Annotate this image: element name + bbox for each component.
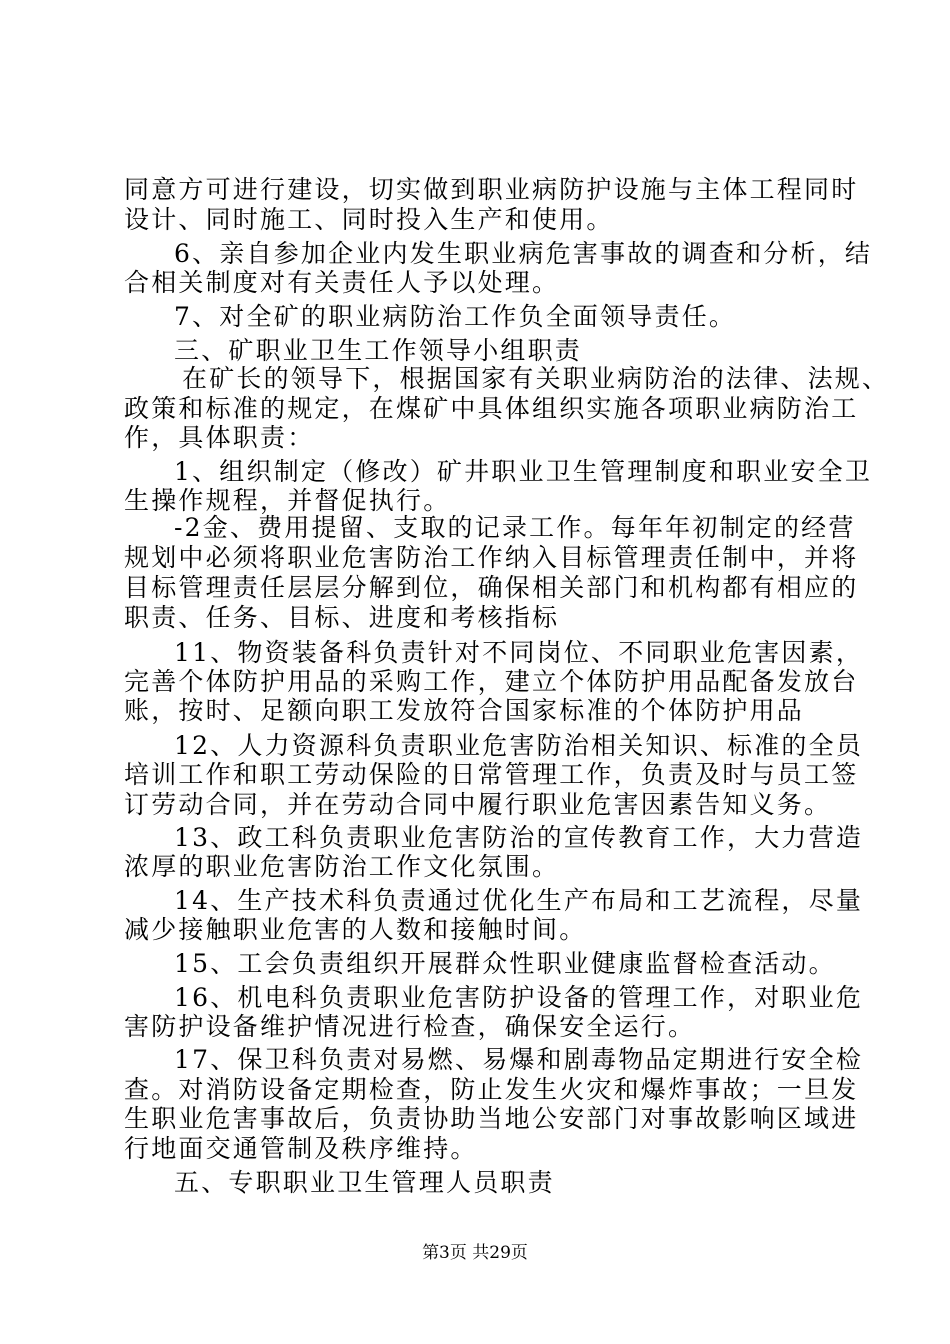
- section-heading: 三、矿职业卫生工作领导小组职责: [174, 336, 583, 365]
- text-line: 16、机电科负责职业危害防护设备的管理工作，对职业危: [174, 983, 864, 1012]
- section-heading: 五、专职职业卫生管理人员职责: [174, 1168, 555, 1197]
- text-line: 培训工作和职工劳动保险的日常管理工作，负责及时与员工签: [124, 760, 859, 789]
- text-line: 害防护设备维护情况进行检查，确保安全运行。: [124, 1012, 696, 1041]
- text-line: 设计、同时施工、同时投入生产和使用。: [124, 205, 614, 234]
- text-line: 目标管理责任层层分解到位，确保相关部门和机构都有相应的: [124, 573, 859, 602]
- text-line: 生职业危害事故后，负责协助当地公安部门对事故影响区域进: [124, 1104, 859, 1133]
- text-line: 行地面交通管制及秩序维持。: [124, 1134, 478, 1163]
- text-line: 同意方可进行建设，切实做到职业病防护设施与主体工程同时: [124, 175, 859, 204]
- text-line: 12、人力资源科负责职业危害防治相关知识、标准的全员: [174, 731, 864, 760]
- text-line: 生操作规程，并督促执行。: [124, 486, 451, 515]
- text-line: 作，具体职责：: [124, 423, 315, 452]
- text-line: 浓厚的职业危害防治工作文化氛围。: [124, 852, 560, 881]
- text-line: 11、物资装备科负责针对不同岗位、不同职业危害因素，: [174, 638, 864, 667]
- text-line: 17、保卫科负责对易燃、易爆和剧毒物品定期进行安全检: [174, 1045, 864, 1074]
- text-line: 6、亲自参加企业内发生职业病危害事故的调查和分析，结: [174, 239, 873, 268]
- page-number: 第3页 共29页: [422, 1243, 528, 1263]
- text-line: 14、生产技术科负责通过优化生产布局和工艺流程，尽量: [174, 886, 864, 915]
- text-line: 15、工会负责组织开展群众性职业健康监督检查活动。: [174, 949, 836, 978]
- text-line: 完善个体防护用品的采购工作，建立个体防护用品配备发放台: [124, 667, 859, 696]
- text-line: 在矿长的领导下，根据国家有关职业病防治的法律、法规、: [182, 364, 890, 393]
- text-line: 订劳动合同，并在劳动合同中履行职业危害因素告知义务。: [124, 790, 832, 819]
- text-line: 减少接触职业危害的人数和接触时间。: [124, 915, 587, 944]
- text-line: 职责、任务、目标、进度和考核指标: [124, 603, 560, 632]
- text-line: 1、组织制定（修改）矿井职业卫生管理制度和职业安全卫: [174, 457, 873, 486]
- text-line: 政策和标准的规定，在煤矿中具体组织实施各项职业病防治工: [124, 394, 859, 423]
- text-line: 7、对全矿的职业病防治工作负全面领导责任。: [174, 302, 737, 331]
- text-line: -2金、费用提留、支取的记录工作。每年年初制定的经营: [174, 513, 856, 542]
- text-line: 13、政工科负责职业危害防治的宣传教育工作，大力营造: [174, 823, 864, 852]
- text-line: 规划中必须将职业危害防治工作纳入目标管理责任制中，并将: [124, 543, 859, 572]
- text-line: 账，按时、足额向职工发放符合国家标准的个体防护用品: [124, 696, 805, 725]
- text-line: 合相关制度对有关责任人予以处理。: [124, 268, 560, 297]
- text-line: 查。对消防设备定期检查，防止发生火灾和爆炸事故；一旦发: [124, 1075, 859, 1104]
